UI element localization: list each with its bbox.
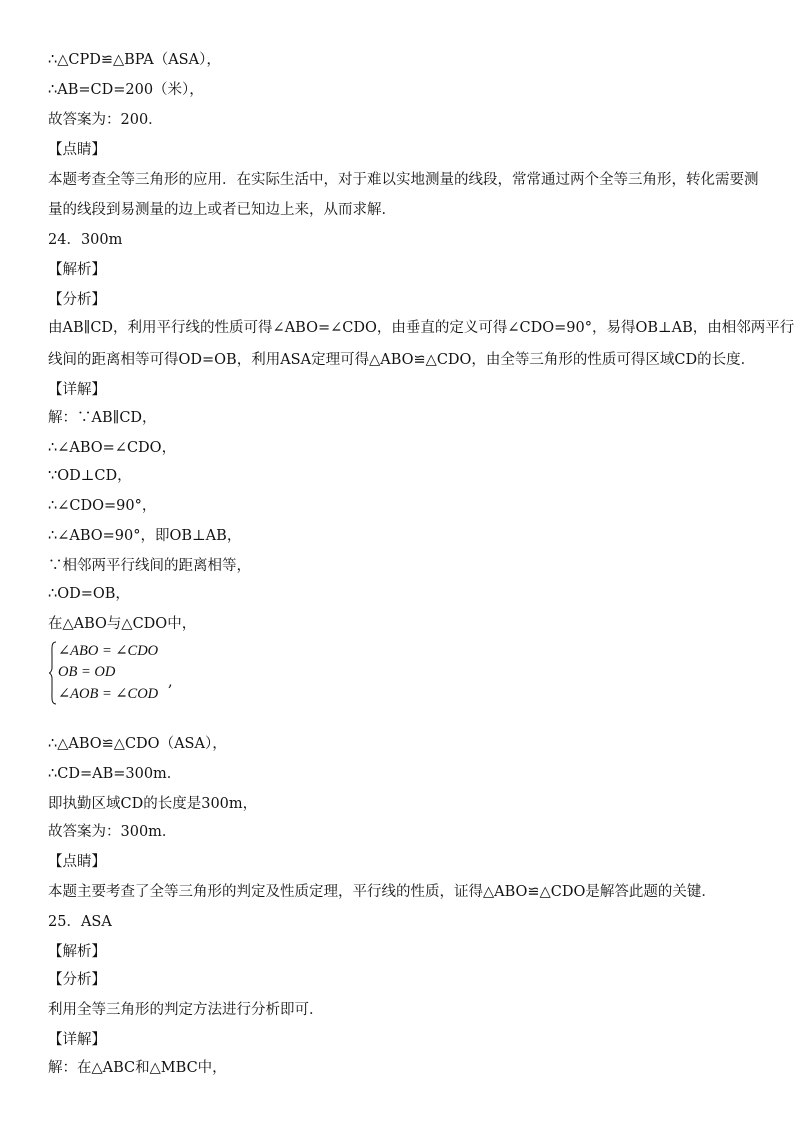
section-heading: 【详解】	[48, 1032, 106, 1048]
text-line: ∴∠ABO=∠CDO，	[48, 440, 177, 456]
text-line: ∴△ABO≌△CDO（ASA），	[48, 736, 227, 752]
equation-row: ∠AOB = ∠COD	[58, 686, 159, 702]
section-heading: 【解析】	[48, 944, 106, 960]
section-heading: 【分析】	[48, 972, 106, 988]
text-line: 在△ABO与△CDO中，	[48, 616, 197, 632]
equation-system	[48, 640, 178, 706]
section-heading: 【点睛】	[48, 142, 106, 158]
text-line: 故答案为：300m．	[48, 824, 177, 840]
section-heading: 【详解】	[48, 382, 106, 398]
text-line: 本题考查全等三角形的应用．在实际生活中，对于难以实地测量的线段，常常通过两个全等三角形，转化需要测	[48, 172, 759, 188]
text-line: 解：∵AB∥CD，	[48, 410, 157, 426]
text-line: 利用全等三角形的判定方法进行分析即可．	[48, 1002, 324, 1018]
text-line: ∴∠ABO=90°，即OB⊥AB，	[48, 528, 242, 544]
text-line: 量的线段到易测量的边上或者已知边上来，从而求解．	[48, 202, 396, 218]
equation-comma: ,	[168, 674, 173, 690]
section-heading: 【点睛】	[48, 854, 106, 870]
text-line: 本题主要考查了全等三角形的判定及性质定理，平行线的性质，证得△ABO≌△CDO是解答此题的关键．	[48, 884, 716, 900]
text-line: ∴OD=OB，	[48, 586, 130, 602]
text-line: 线间的距离相等可得OD=OB，利用ASA定理可得△ABO≌△CDO，由全等三角形的性质可得区域CD的长度．	[48, 352, 756, 368]
question-number: 24．300m	[48, 232, 123, 248]
text-line: 故答案为：200．	[48, 112, 163, 128]
text-line: ∴CD=AB=300m．	[48, 766, 182, 782]
text-line: ∴AB=CD=200（米），	[48, 82, 204, 98]
brace-icon	[48, 640, 58, 706]
text-line: ∵相邻两平行线间的距离相等，	[48, 558, 251, 574]
section-heading: 【解析】	[48, 262, 106, 278]
equation-row: ∠ABO = ∠CDO	[58, 643, 159, 659]
text-line: ∵OD⊥CD，	[48, 468, 132, 484]
section-heading: 【分析】	[48, 292, 106, 308]
equation-row: OB = OD	[58, 664, 116, 680]
text-line: 由AB∥CD，利用平行线的性质可得∠ABO=∠CDO，由垂直的定义可得∠CDO=90°，易得OB⊥AB，由相邻两平行	[48, 320, 795, 336]
text-line: 解：在△ABC和△MBC中，	[48, 1060, 227, 1076]
text-line: ∴∠CDO=90°，	[48, 498, 157, 514]
text-line: ∴△CPD≌△BPA（ASA），	[48, 52, 221, 68]
text-line: 即执勤区域CD的长度是300m，	[48, 796, 258, 812]
question-number: 25．ASA	[48, 914, 112, 930]
